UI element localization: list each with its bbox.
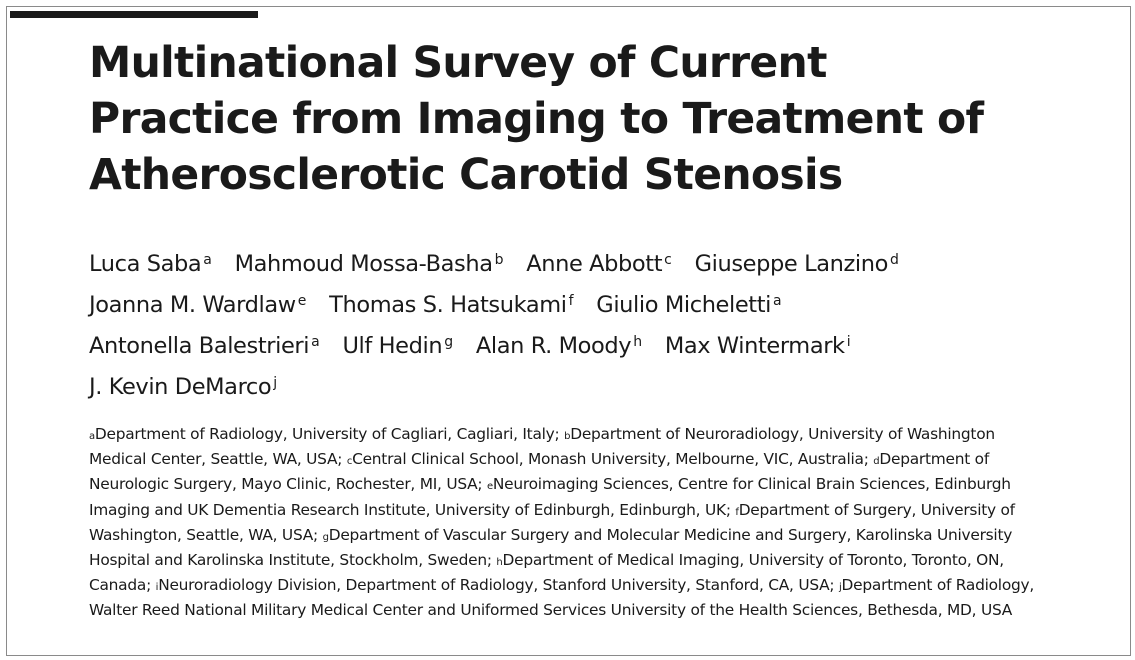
author bbox=[89, 367, 277, 408]
author-list bbox=[89, 244, 1109, 408]
affiliation-text: Department of Radiology, University of Cagliari, Cagliari, Italy; bbox=[94, 425, 565, 443]
author-name: Mahmoud Mossa-Basha bbox=[234, 251, 493, 277]
author bbox=[329, 285, 573, 326]
title-line: Atherosclerotic Carotid Stenosis bbox=[89, 151, 843, 200]
author bbox=[526, 244, 672, 285]
author-affiliation-mark: i bbox=[846, 334, 851, 350]
author-name: Thomas S. Hatsukami bbox=[329, 292, 567, 318]
affiliation-letter: e bbox=[487, 481, 493, 493]
author-name: Alan R. Moody bbox=[475, 333, 632, 359]
affiliation-text: Neuroradiology Division, Department of Radiology, Stanford University, Stanford, CA, USA; bbox=[158, 576, 840, 595]
author-name: Ulf Hedin bbox=[342, 333, 443, 359]
author-name: Anne Abbott bbox=[526, 251, 663, 277]
author-name: J. Kevin DeMarco bbox=[89, 374, 272, 400]
author bbox=[235, 244, 504, 285]
author-affiliation-mark: h bbox=[633, 334, 643, 350]
article-title bbox=[89, 36, 1089, 204]
author-name: Max Wintermark bbox=[664, 333, 845, 359]
affiliation-text: Department of Surgery, University of Washington, Seattle, WA, USA; bbox=[89, 500, 1015, 544]
affiliation-text: Department of Vascular Surgery and Molecular Medicine and Surgery, Karolinska University Hospital and Karolinska Institute, Stockholm, Sweden; bbox=[89, 525, 1013, 570]
affiliation-text: Department of Medical Imaging, University of Toronto, Toronto, ON, Canada; bbox=[89, 551, 1004, 595]
author-name: Joanna M. Wardlaw bbox=[89, 292, 296, 318]
author-affiliation-mark: c bbox=[664, 252, 672, 268]
affiliation-letter: j bbox=[839, 582, 842, 594]
affiliation-letter: g bbox=[322, 531, 329, 543]
author bbox=[665, 326, 851, 367]
affiliation-letter: d bbox=[873, 456, 880, 468]
author-affiliation-mark: b bbox=[494, 252, 504, 268]
author-name: Giulio Micheletti bbox=[596, 292, 771, 318]
affiliation-letter: i bbox=[155, 582, 159, 594]
affiliation-letter: h bbox=[496, 557, 503, 569]
title-line: Multinational Survey of Current bbox=[89, 39, 827, 88]
author-affiliation-mark: j bbox=[273, 375, 278, 391]
author-affiliation-mark: a bbox=[311, 334, 320, 350]
author bbox=[596, 285, 781, 326]
affiliation-letter: c bbox=[346, 456, 353, 468]
author bbox=[89, 285, 306, 326]
affiliation-text: Department of Radiology, Walter Reed National Military Medical Center and Uniformed Services University of the Health Sciences, Bethesda, MD, USA bbox=[89, 576, 1035, 620]
title-line: Practice from Imaging to Treatment of bbox=[89, 95, 984, 144]
affiliation-letter: b bbox=[564, 431, 571, 442]
affiliation-text: Department of Neurologic Surgery, Mayo Clinic, Rochester, MI, USA; bbox=[89, 450, 990, 494]
author-affiliation-mark: d bbox=[889, 252, 899, 268]
author-affiliation-mark: g bbox=[444, 334, 454, 350]
author-name: Giuseppe Lanzino bbox=[694, 251, 888, 277]
affiliation-text: Neuroimaging Sciences, Centre for Clinical Brain Sciences, Edinburgh Imaging and UK Dementia Research Institute, University of Edinburgh, Edinburgh, UK; bbox=[89, 475, 1011, 519]
author-affiliation-mark: e bbox=[297, 293, 307, 309]
author bbox=[89, 326, 320, 367]
author bbox=[695, 244, 899, 285]
affiliation-letter: f bbox=[735, 506, 739, 518]
affiliation-text: Central Clinical School, Monash University, Melbourne, VIC, Australia; bbox=[352, 450, 874, 469]
affiliation-letter: a bbox=[89, 431, 95, 442]
affiliations-block bbox=[89, 422, 1039, 624]
author-affiliation-mark: a bbox=[203, 252, 212, 268]
author-affiliation-mark: a bbox=[773, 293, 782, 309]
author bbox=[342, 326, 453, 367]
author bbox=[476, 326, 642, 367]
author-name: Luca Saba bbox=[89, 251, 202, 277]
author bbox=[89, 244, 212, 285]
author-name: Antonella Balestrieri bbox=[89, 333, 310, 359]
header-rule bbox=[10, 11, 258, 18]
author-affiliation-mark: f bbox=[568, 293, 574, 309]
affiliation-text: Department of Neuroradiology, University of Washington Medical Center, Seattle, WA, USA; bbox=[89, 425, 995, 469]
